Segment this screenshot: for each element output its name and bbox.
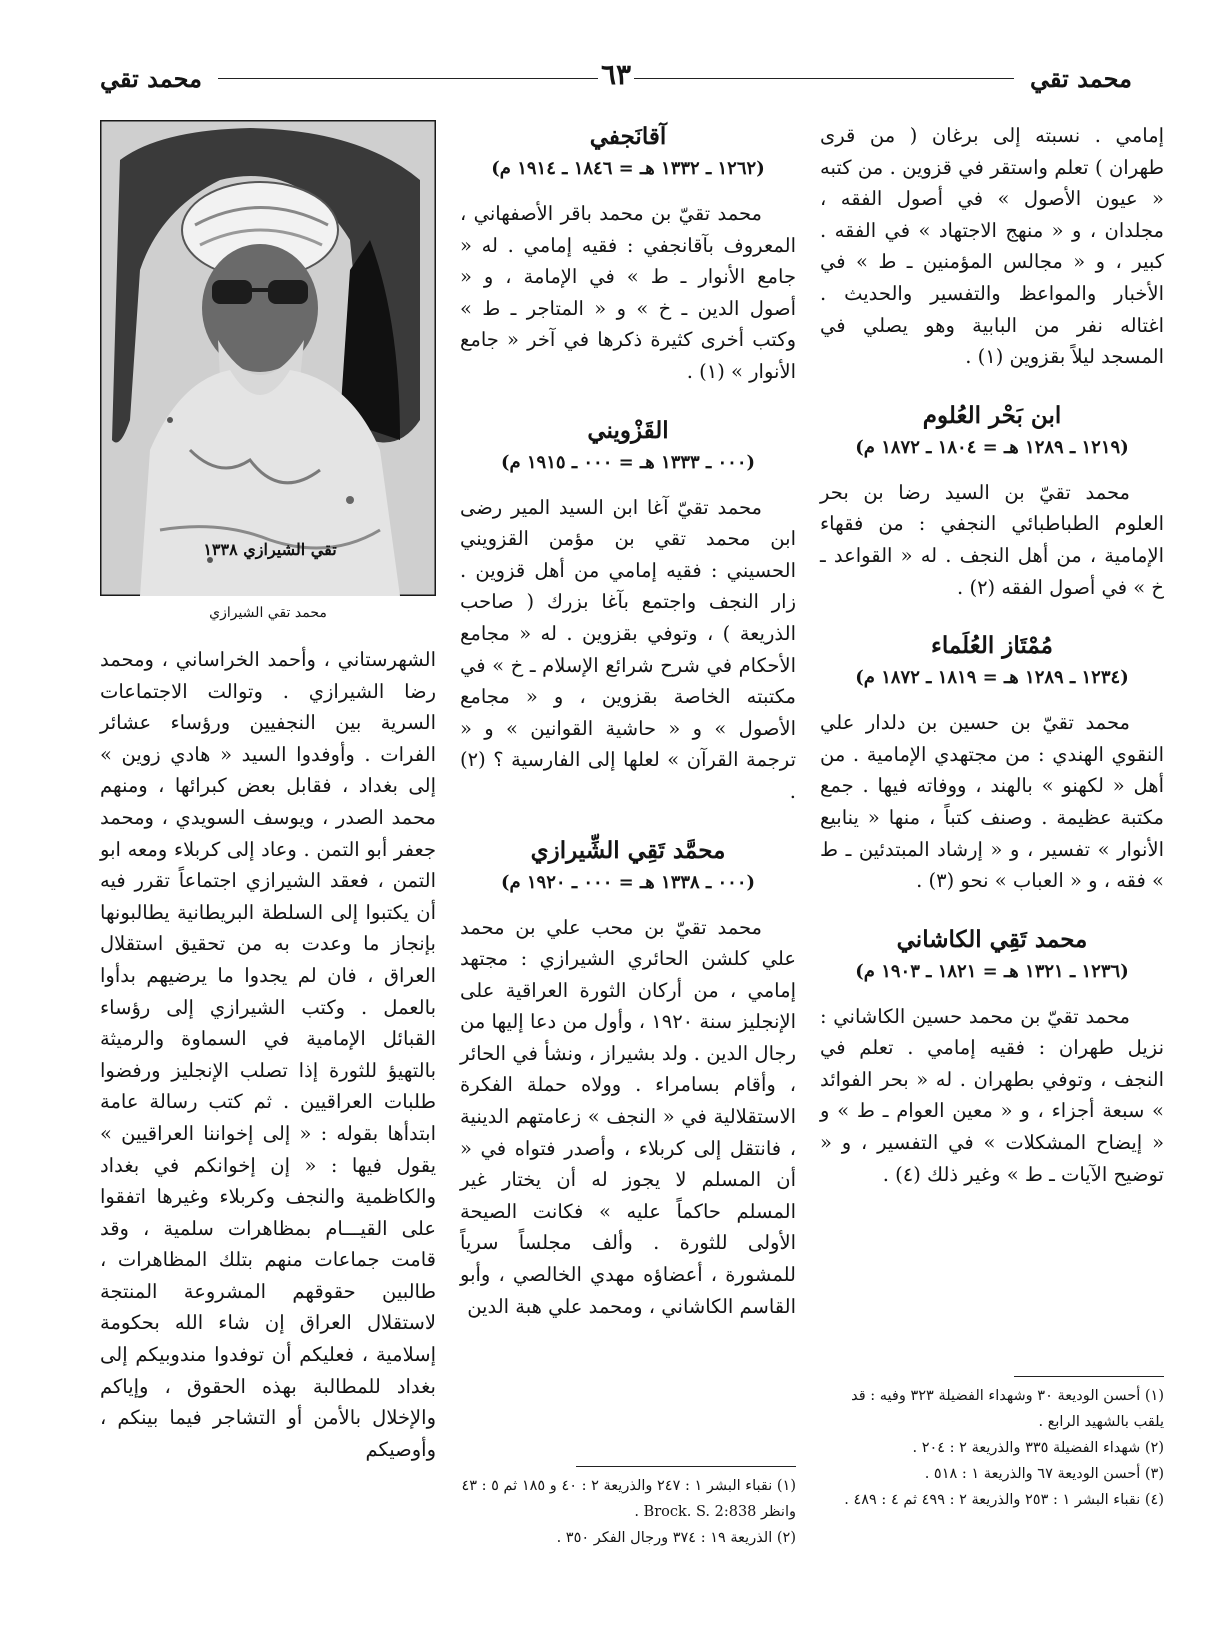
footnotes-right bbox=[820, 1376, 1164, 1513]
entry-title: ابن بَحْر العُلوم bbox=[922, 401, 1062, 429]
column-right bbox=[820, 120, 1164, 1216]
entry-text: محمد تقيّ بن محب علي بن محمد علي كلشن الحائري الشيرازي : مجتهد إمامي ، من أركان الثورة العراقية على الإنجليز سنة ١٩٢٠ ، وأول من دعا إليها من رجال الدين . ولد بشيراز ، ونشأ في الحائر ، وأقام بسامراء . وولاه حملة الفكرة الاستقلالية في « النجف » زعامتهم الدينية ، فانتقل إلى كربلاء ، وأصدر فتواه في « أن المسلم لا يجوز له أن يختار غير المسلم حاكماً عليه » فكانت الصيحة الأولى للثورة . وألف مجلساً سرياً للمشورة ، أعضاؤه مهدي الخالصي ، وأبو القاسم الكاشاني ، ومحمد علي هبة الدين bbox=[460, 915, 796, 1318]
entry-al-qazwini bbox=[460, 414, 796, 808]
entry-dates: (١٢١٩ ـ ١٢٨٩ هـ = ١٨٠٤ ـ ١٨٧٢ م) bbox=[855, 436, 1129, 458]
footnote: (١) نقباء البشر ١ : ٢٤٧ والذريعة ٢ : ٤٠ و ١٨٥ ثم ٥ : ٤٣ وانظر Brock. S. 2:838 . bbox=[461, 1478, 796, 1520]
entry-text: إمامي . نسبته إلى برغان ( من قرى طهران ) تعلم واستقر في قزوين . من كتبه « عيون الأصول » في أصول الفقه ، مجلدان ، و « منهج الاجتهاد » في الفقه . كبير ، و « مجالس المؤمنين ـ ط » في الأخبار والمواعظ والتفسير والحديث . اغتاله نفر من البابية وهو يصلي في المسجد ليلاً بقزوين (١) . bbox=[820, 124, 1164, 369]
footnote: (٤) نقباء البشر ١ : ٢٥٣ والذريعة ٢ : ٤٩٩ ثم ٤ : ٤٨٩ . bbox=[844, 1492, 1164, 1508]
entry-text: محمد تقيّ بن السيد رضا بن بحر العلوم الطباطبائي النجفي : من فقهاء الإمامية ، من أهل النجف . له « القواعد ـ خ » في أصول الفقه (٢) . bbox=[820, 480, 1164, 599]
entry-mumtaz-al-ulama bbox=[820, 629, 1164, 897]
shirazi-continuation bbox=[100, 644, 436, 1465]
column-middle bbox=[460, 120, 796, 1348]
footnote: (٢) شهداء الفضيلة ٣٣٥ والذريعة ٢ : ٢٠٤ . bbox=[912, 1440, 1164, 1456]
footnote-rule bbox=[576, 1466, 796, 1467]
page-header bbox=[100, 58, 1132, 98]
entry-continuation bbox=[820, 120, 1164, 373]
entry-dates: (٠٠٠ ـ ١٣٣٨ هـ = ٠٠٠ ـ ١٩٢٠ م) bbox=[500, 871, 756, 893]
entry-ibn-bahr-al-ulum bbox=[820, 399, 1164, 603]
entry-title: محمَّد تَقِي الشِّيرازي bbox=[530, 836, 726, 864]
footnotes-middle bbox=[460, 1466, 796, 1551]
entry-text: الشهرستاني ، وأحمد الخراساني ، ومحمد رضا الشيرازي . وتوالت الاجتماعات السرية بين النجفيين ورؤساء عشائر الفرات . وأوفدوا السيد « هادي زوين » إلى بغداد ، فقابل بعض كبرائها ، ومنهم محمد الصدر ، ويوسف السويدي ، ومحمد جعفر أبو التمن . وعاد إلى كربلاء ومعه ابو التمن ، فعقد الشيرازي اجتماعاً تقرر فيه أن يكتبوا إلى السلطة البريطانية يطالبونها بإنجاز ما وعدت به من تحقيق استقلال العراق ، فان لم يجدوا ما يرضيهم بدأوا بالعمل . وكتب الشيرازي إلى رؤساء القبائل الإمامية في السماوة والرميثة بالتهيؤ للثورة إذا تصلب الإنجليز ورفضوا طلبات العراقيين . ثم كتب رسالة عامة ابتدأها بقوله : « إلى إخواننا العراقيين » يقول فيها : « إن إخوانكم في بغداد والكاظمية والنجف وكربلاء وغيرها اتفقوا على القيـــام بمظاهرات سلمية ، وقد قامت جماعات منهم بتلك المظاهرات ، طالبين حقوقهم المشروعة المنتجة لاستقلال العراق إن شاء الله بحكومة إسلامية ، فعليكم أن توفدوا مندوبيكم إلى بغداد للمطالبة بهذه الحقوق ، وإياكم والإخلال بالأمن أو التشاجر فيما بينكم ، وأوصيكم bbox=[100, 648, 436, 1461]
portrait-illustration bbox=[100, 120, 436, 596]
entry-title: مُمْتَاز العُلَماء bbox=[931, 632, 1053, 660]
running-title-right: محمد تقي bbox=[1030, 64, 1132, 93]
running-title-left: محمد تقي bbox=[100, 64, 202, 93]
page-number: ٦٣ bbox=[600, 58, 632, 91]
entry-aqanajafi bbox=[460, 120, 796, 388]
footnote: (٣) أحسن الوديعة ٦٧ والذريعة ١ : ٥١٨ . bbox=[924, 1466, 1164, 1482]
entry-text: محمد تقيّ بن حسين بن دلدار علي النقوي الهندي : من مجتهدي الإمامية . من أهل « لكهنو » بالهند ، ووفاته فيها . جمع مكتبة عظيمة . وصنف كتباً ، منها « ينابيع الأنوار » تفسير ، و « إرشاد المبتدئين ـ ط » فقه ، و « العباب » نحو (٣) . bbox=[820, 711, 1164, 893]
entry-title: القَزْويني bbox=[587, 416, 669, 444]
entry-dates: (٠٠٠ ـ ١٣٣٣ هـ = ٠٠٠ ـ ١٩١٥ م) bbox=[500, 451, 756, 473]
header-rule-left bbox=[218, 78, 598, 79]
entry-dates: (١٢٦٢ ـ ١٣٣٢ هـ = ١٨٤٦ ـ ١٩١٤ م) bbox=[491, 158, 765, 179]
entry-text: محمد تقيّ بن محمد حسين الكاشاني : نزيل طهران : فقيه إمامي . تعلم في النجف ، وتوفي بطهران . له « بحر الفوائد » سبعة أجزاء ، و « معين العوام ـ ط » و « إيضاح المشكلات » في التفسير ، و « توضيح الآيات ـ ط » وغير ذلك (٤) . bbox=[820, 1004, 1164, 1186]
entry-muhammad-taqi-al-shirazi bbox=[460, 834, 796, 1323]
entry-dates: (١٢٣٤ ـ ١٢٨٩ هـ = ١٨١٩ ـ ١٨٧٢ م) bbox=[855, 667, 1129, 689]
column-left bbox=[100, 120, 436, 1465]
portrait-photo bbox=[100, 120, 436, 596]
entry-dates: (١٢٣٦ ـ ١٣٢١ هـ = ١٨٢١ ـ ١٩٠٣ م) bbox=[855, 960, 1129, 982]
entry-text: محمد تقيّ آغا ابن السيد المير رضى ابن محمد تقي بن مؤمن القزويني الحسيني : فقيه إمامي من أهل قزوين . زار النجف واجتمع بآغا بزرك ( صاحب الذريعة ) ، وتوفي بقزوين . له « مجامع الأحكام في شرح شرائع الإسلام ـ خ » في مكتبته الخاصة بقزوين ، و « مجامع الأصول » و « حاشية القوانين » و « ترجمة القرآن » لعلها إلى الفارسية ؟ (٢) . bbox=[460, 495, 796, 803]
entry-text: محمد تقيّ بن محمد باقر الأصفهاني ، المعروف بآقانجفي : فقيه إمامي . له « جامع الأنوار ـ ط » في الإمامة ، و « أصول الدين ـ خ » و « المتاجر ـ ط » وكتب أخرى كثيرة ذكرها في آخر « جامع الأنوار » (١) . bbox=[460, 202, 796, 383]
photo-inscription: تقي الشيرازي ١٣٣٨ bbox=[203, 540, 337, 560]
header-rule-right bbox=[634, 78, 1014, 79]
entry-muhammad-taqi-al-kashani bbox=[820, 923, 1164, 1191]
entry-title: آقانَجفي bbox=[589, 123, 667, 150]
footnote: (٢) الذريعة ١٩ : ٣٧٤ ورجال الفكر ٣٥٠ . bbox=[556, 1530, 796, 1546]
photo-caption: محمد تقي الشيرازي bbox=[209, 605, 327, 621]
footnote-rule bbox=[1014, 1376, 1164, 1377]
footnote: (١) أحسن الوديعة ٣٠ وشهداء الفضيلة ٣٢٣ وفيه : قد يلقب بالشهيد الرابع . bbox=[851, 1388, 1164, 1430]
entry-title: محمد تَقِي الكاشاني bbox=[896, 925, 1088, 953]
